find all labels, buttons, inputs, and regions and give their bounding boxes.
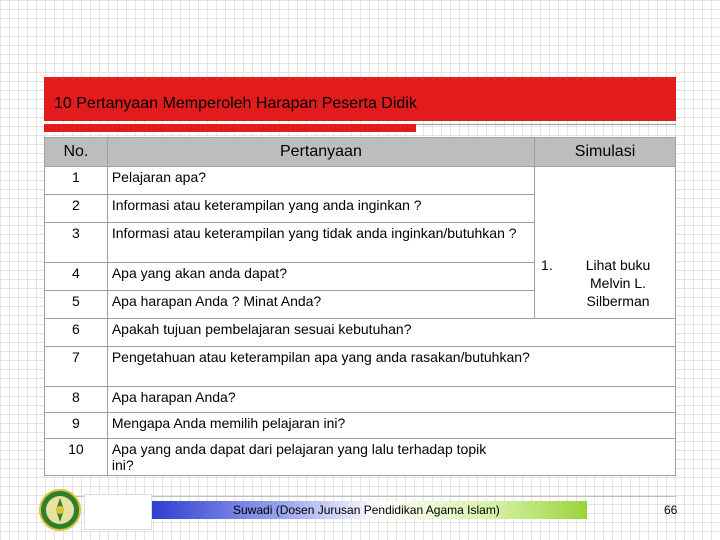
row-question: Informasi atau keterampilan yang tidak anda inginkan/butuhkan ? [107, 223, 534, 263]
row-number: 2 [45, 195, 108, 223]
row-number: 5 [45, 291, 108, 319]
table-row [45, 413, 676, 439]
header-no: No. [45, 138, 108, 167]
row-number: 3 [45, 223, 108, 263]
row-number: 7 [45, 347, 108, 387]
row-question: Pengetahuan atau keterampilan apa yang anda rasakan/butuhkan? [107, 347, 675, 387]
table-row [45, 319, 676, 347]
row-question: Informasi atau keterampilan yang anda inginkan ? [107, 195, 534, 223]
header-question: Pertanyaan [107, 138, 534, 167]
row-number: 10 [45, 439, 108, 476]
slide-title-bar [44, 77, 676, 121]
header-simulation: Simulasi [535, 138, 676, 167]
footer-author: Suwadi (Dosen Jurusan Pendidikan Agama Islam) [233, 503, 500, 517]
row-question: Apakah tujuan pembelajaran sesuai kebutuhan? [107, 319, 675, 347]
row-question: Apa yang akan anda dapat? [107, 263, 534, 291]
row-question: Apa yang anda dapat dari pelajaran yang lalu terhadap topik ini? [107, 439, 675, 476]
questions-table [44, 137, 676, 476]
table-header-row [45, 138, 676, 167]
simulation-cell [535, 167, 676, 319]
row-question: Mengapa Anda memilih pelajaran ini? [107, 413, 675, 439]
row-question: Apa harapan Anda? [107, 387, 675, 413]
simulation-text: Lihat buku Melvin L. Silberman [585, 257, 651, 309]
row-number: 8 [45, 387, 108, 413]
row-question: Pelajaran apa? [107, 167, 534, 195]
row-number: 1 [45, 167, 108, 195]
table-row [45, 439, 676, 476]
row-number: 4 [45, 263, 108, 291]
slide-title: 10 Pertanyaan Memperoleh Harapan Peserta Didik [54, 95, 417, 112]
table-row [45, 167, 676, 195]
simulation-number: 1. [541, 257, 553, 273]
row-number: 9 [45, 413, 108, 439]
institution-logo-icon [38, 488, 82, 532]
row-number: 6 [45, 319, 108, 347]
table-row [45, 347, 676, 387]
table-row [45, 387, 676, 413]
row-question: Apa harapan Anda ? Minat Anda? [107, 291, 534, 319]
title-accent-bar [44, 124, 416, 132]
page-number: 66 [664, 503, 678, 517]
logo-caption-block [84, 494, 152, 530]
